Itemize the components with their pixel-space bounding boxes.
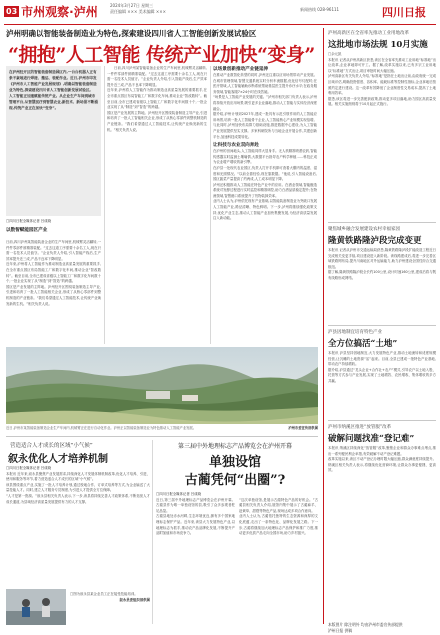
edition-label	[4, 3, 98, 20]
sidebar-story-4	[328, 424, 436, 619]
photo-caption	[6, 426, 318, 431]
sidebar-rule	[328, 222, 436, 223]
s4-title: 破解问题找准“登记难”	[328, 434, 415, 444]
news-hotline: 新闻热线 028-96111	[300, 7, 340, 12]
bottom-mid-text: 近日,第三届中外地理标志产品博览会在泸州开幕。古蔺县作为唯一单独设馆的县,吸引了众多参观者驻足品鉴。 古蔺县地处赤水河畔,生态环境优良,拥有多个国家地理标志保护产品。近年来,该县大力发展特色产业,以地理标志为抓手,推动农产品品牌化发展,不断提升产品附加值和市场竞争力。 “这次单独设馆,是展示古蔺特色产品的好机会。”古蔺县相关负责人介绍,展馆内集中展示了古蔺麻羊、赶黄草、甜橙等特色产品,现场达成多项合作意向。 业内人士认为,古蔺依托独特的生态资源和深厚的文化底蕴,走出了一条特色化、品牌化发展之路。下一步,古蔺将继续加大地理标志产品保护和推广力度,推动更多优质产品走向全国市场,助力乡村振兴。	[156, 497, 318, 536]
bottom-left-headline: 叙永优化人才培养机制	[8, 454, 108, 465]
sidebar-story-1	[328, 30, 436, 220]
sidebar-story-3	[328, 329, 436, 417]
lead-body-1: 日前,四川泸州某智能装备企业的生产车间里,机械臂灵活翻转,一件件零部件被精准装配。“过去这道工序需要十余名工人,现在只需一名技术人员值守。”企业负责人介绍,引入智能产线后,生产效率提升近三成,产品不良率下降明显。 近年来,泸州将人工智能作为推动制造业高质量发展的重要抓手,在全市重点园区布局智能工厂和数字化车间,推动企业“智改数转”。截至目前,全市已建成省级以上智能工厂和数字化车间数十个,一批企业实现了从“制造”到“智造”的跨越。 园区是产业发展的主阵地。泸州经开区围绕装备制造主导产业,引进和培育了一批人工智能相关企业,形成了从核心零部件到整机制造的产业链条。“我们希望通过人工智能技术,让传统产业焕发新的生机。”相关负责人说。	[6, 240, 101, 306]
sidebar-rule	[328, 420, 436, 421]
lead-section-head-2: 以场景创新推动产业链延伸	[213, 67, 269, 72]
training-photo	[6, 589, 66, 625]
header-rule	[4, 24, 436, 25]
sidebar-divider	[323, 28, 324, 624]
photo-caption-text: 近日,泸州市某智能装备制造企业生产车间内,机械臂正在进行自动化作业。泸州正以智能装备制造业为特色推动人工智能产业发展。	[6, 426, 197, 430]
landscape-photo	[6, 347, 318, 424]
s1-byline: □余元凯	[328, 52, 342, 56]
s2-body: 本报讯 记者从泸州市交通运输局获悉,隆黄铁路隆泸段扩能改造工程近日完成相关变更手续,项目建设进入新阶段。该线路建成后,将进一步完善区域铁路网布局,提升川南地区对外运输能力,助力泸州建设全国性综合交通枢纽。 据了解,隆黄铁路隆泸段全长约100公里,设计时速160公里,建成后将与既有线路形成网络。	[328, 248, 436, 280]
column-divider	[104, 66, 105, 344]
lead-byline: □四川日报全媒体记者 吕成晓	[6, 219, 51, 223]
issue-meta	[110, 3, 166, 15]
bottom-left-body	[6, 466, 150, 586]
bottom-left-kicker: 营造适合人才成长的区域“小气候”	[10, 443, 93, 449]
issue-date: 2024年3月27日 星期三	[110, 3, 154, 8]
lead-body-col-2	[107, 66, 207, 344]
lead-body-2a: 日前,四川泸州某智能装备企业的生产车间里,机械臂灵活翻转,一件件零部件被精准装配。“过去这道工序需要十余名工人,现在只需一名技术人员值守。”企业负责人介绍,引入智能产线后,生产效率提升近三成,产品不良率下降明显。 近年来,泸州将人工智能作为推动制造业高质量发展的重要抓手,在全市重点园区布局智能工厂和数字化车间,推动企业“智改数转”。截至目前,全市已建成省级以上智能工厂和数字化车间数十个,一批企业实现了从“制造”到“智造”的跨越。 园区是产业发展的主阵地。泸州经开区围绕装备制造主导产业,引进和培育了一批人工智能相关企业,形成了从核心零部件到整机制造的产业链条。“我们希望通过人工智能技术,让传统产业焕发新的生机。”相关负责人说。	[107, 66, 207, 132]
bottom-mid-headline-2: 古蔺凭何“出圈”?	[184, 473, 286, 488]
s4-body: 本报讯 纳溪区持续深化“放管服”改革,聚焦企业和群众办事难点堵点,推出一系列便民利企举措,有效破解不动产登记难题。 改革实施以来,该区不动产登记办理时限大幅压缩,群众满意度持续提升。纳溪区相关负责人表示,将继续优化营商环境,让群众办事更便捷、更高效。	[328, 446, 436, 473]
bottom-mid-body	[156, 492, 318, 624]
s1-kicker: 泸州高新区在全省率先推动工业用地改革	[328, 31, 409, 36]
lead-body-col-3	[213, 66, 317, 344]
s1-body: 本报讯 记者从泸州高新区获悉,该区在全省率先推动工业用地“标准地”出让改革,企业拿地即可开工。据了解,改革实施以来,已有多宗工业用地以“标准地”方式出让,项目审批时间大幅压缩。 泸州高新区有关负责人介绍,“标准地”是指在土地出让前,由政府统一完成区域评估,明确投资强度、容积率、能耗标准等控制性指标,企业拿地后按照约定进行建设。这一改革有效降低了企业制度性交易成本,提高了土地利用效率。 据悉,该区将进一步完善配套政策,推动更多项目落地,助力园区高质量发展。相关实施细则将于10月起正式施行。	[328, 57, 436, 107]
page-credits	[328, 622, 436, 634]
bottom-left-photo	[6, 589, 66, 625]
bottom-mid-kicker: 第三届中外地理标志产品博览会在泸州开幕	[177, 443, 292, 450]
s2-kicker: 聚焦城乡融合发展建设农村幸福家园	[328, 227, 400, 232]
bottom-left-caption: □图为叙永县某企业员工正在接受技能培训。	[70, 592, 138, 596]
lead-body-4: 在泸州的田间地头,人工智能同样大显身手。无人机精准喷洒农药,智能传感器实时监测土壤墒情,大数据平台指导农户科学种植……科技正成为农业增产增收的新引擎。 在泸县一处现代农业园区,负责人打开手机即可查看大棚内的温度、湿度和光照情况。“以前全靠经验,现在靠数据。”他说,引入智能设备后,园区蔬菜产量提高了约两成,人工成本明显下降。 泸州还积极推动人工智能在特色产业中的应用。在酒业领域,智能酿造系统对发酵过程进行实时监控和精准调控,助力白酒品质稳定提升;在物流领域,智慧港口系统提升了货物装卸效率。 业内人士认为,泸州依托现有产业基础,以智能装备制造业为突破口发展人工智能产业,路径清晰、特色鲜明。下一步,泸州将继续强化政策支持,优化产业生态,推动人工智能产业加快集聚发展,为经济高质量发展注入新动能。	[213, 149, 317, 221]
photo-credit: 泸州市委宣传部供图	[288, 426, 318, 430]
s3-title: 全方位搞活“土地”	[328, 339, 398, 349]
column-divider	[210, 66, 211, 344]
lead-body-3: 在推动产业数智化转型的同时,泸州还注重以应用场景带动产业发展。在城市管理领域,智慧交通系统实时分析车流数据,优化信号灯配时;在医疗领域,人工智能辅助诊断系统帮助基层医生提升诊疗水平;在政务服务领域,智能客服7×24小时在线答疑。 “场景是人工智能产业发展的关键。”泸州市相关部门负责人表示,泸州将持续开放应用场景,吸引更多企业落地,推动人工智能与实体经济深度融合。 据介绍,泸州计划到2027年,建成一批具有示范引领作用的人工智能应用场景,培育一批人工智能骨干企业,人工智能核心产业规模实现倍增。 与此同时,泸州加快布局算力基础设施,推进数据中心建设,为人工智能产业发展提供坚实支撑。多家科研院所与当地企业开展合作,共建创新平台,加速科技成果转化。	[213, 73, 317, 139]
lead-photo	[6, 347, 318, 424]
bottom-mid-headline-1: 单独设馆	[208, 455, 261, 470]
section-rule	[6, 436, 318, 437]
lead-body-col-1	[6, 240, 101, 344]
bottom-mid-byline: □四川日报全媒体记者 吕成晓	[156, 492, 201, 496]
lead-intro-box	[6, 66, 101, 216]
s3-body: 本报讯 泸县坚持因地制宜,大力发展特色产业,推动土地流转和适度规模经营,让沉睡的土地资源“活”起来。目前,全县已建成一批特色产业基地,带动农户持续增收。 据介绍,泸县通过“龙头企业+合作社+农户”模式,引导农户以土地入股、托管等方式参与产业发展,实现了土地增效、农民增收、集体增收的多方共赢。	[328, 351, 436, 383]
lead-headline: “拥抱”人工智能 传统产业加快“变身”	[8, 44, 315, 66]
sidebar-story-2	[328, 226, 436, 322]
s4-kicker: 泸州市纳溪区推进“放管服”改革	[328, 425, 392, 430]
lead-subtitle: 泸州明确以智能装备制造业为特色,探索建设四川省人工智能创新发展试验区	[6, 29, 257, 38]
s2-title: 隆黄铁路隆泸段完成变更	[328, 236, 422, 246]
credits-line-1: 本版图片 除注明外 均由泸州市委宣传部提供	[328, 622, 403, 627]
lead-intro: 在泸州经开区的智能装备制造园区内,一台台机器人正有条不紊地进行焊接、搬运、装配作业。近日,泸州市印发《泸州市人工智能产业发展规划》,明确以智能装备制造业为特色,探索建设四川省人工智能创新发展试验区。 人工智能正加速赋能传统产业。从企业生产车间到城市管理平台,从智慧医疗到智慧农业,新技术、新场景不断涌现,传统产业正在加快“变身”。	[9, 70, 98, 110]
s3-kicker: 泸县因地制宜培育特色产业	[328, 330, 382, 335]
column-divider	[152, 440, 153, 624]
bottom-left-text: 本报讯 近年来,叙永县聚焦产业发展需求,持续深化人才发展体制机制改革,优化人才培养、引进、使用和服务等环节,着力营造适合人才成长的区域“小气候”。 该县围绕重点产业,实施了一批人才培养计划,通过校地合作、订单式培养等方式,为企业输送了大量技能人才。同时,建立人才服务专员制度,为引进人才提供全方位保障。 “人才是第一资源。”叙永县相关负责人表示,下一步,该县将持续完善人才政策体系,不断拓宽人才成长通道,为县域经济高质量发展提供有力的人才支撑。	[6, 471, 150, 504]
lead-section-head-1: 以数智赋能园区产业	[6, 227, 48, 233]
page-number: 03	[6, 7, 18, 16]
lead-byline-box	[6, 219, 101, 234]
edition-name: 市州观察·泸州	[21, 5, 98, 19]
editor-line: 责任编辑 ××× 美术编辑 ×××	[110, 9, 166, 14]
lead-section-head-3: 让科技与农业双向奔赴	[213, 143, 259, 149]
sidebar-rule	[328, 325, 436, 326]
page-header	[0, 0, 440, 24]
newspaper-logo: 四川日报	[382, 6, 426, 19]
bottom-left-credit: 叙永县委组织部供图	[119, 597, 150, 602]
bottom-left-byline: □四川日报全媒体记者 吕成晓	[6, 466, 51, 470]
bottom-left-photo-caption	[70, 592, 150, 624]
s1-title: 这批地市场法规 10月实施	[328, 40, 428, 50]
credits-line-2: 泸州日报 供稿	[328, 628, 352, 633]
